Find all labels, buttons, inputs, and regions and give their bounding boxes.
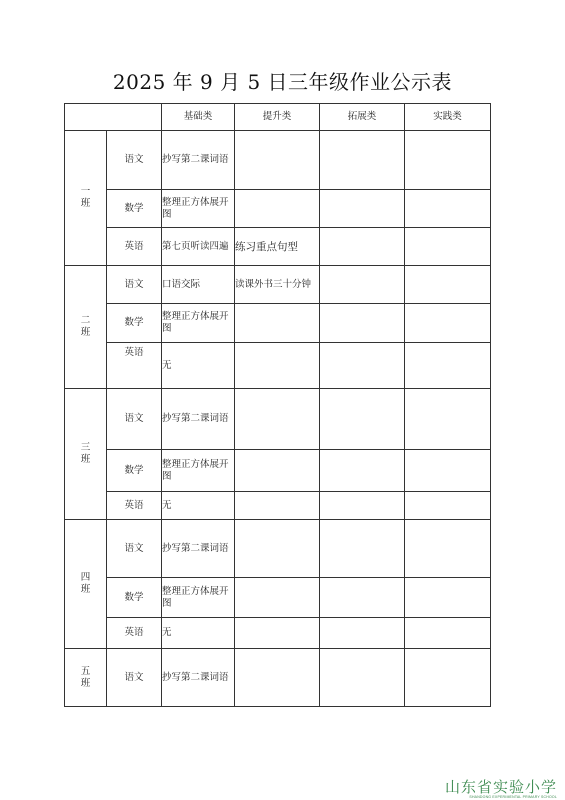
table-row [65,131,491,190]
advanced-cell [235,343,320,389]
basic-cell: 整理正方体展开图 [162,190,235,228]
homework-table [64,103,491,707]
table-row [65,578,491,618]
table-row [65,618,491,649]
practice-cell [405,649,491,707]
advanced-cell [235,618,320,649]
subject-cell: 英语 [107,492,162,520]
subject-cell: 语文 [107,131,162,190]
header-blank-cell [65,104,162,131]
advanced-cell [235,304,320,343]
basic-cell: 口语交际 [162,266,235,304]
header-advanced: 提升类 [235,104,320,131]
practice-cell [405,618,491,649]
subject-cell: 语文 [107,266,162,304]
practice-cell [405,190,491,228]
subject-cell: 数学 [107,304,162,343]
class-4-cell [65,520,107,649]
page-title: 2025 年 9 月 5 日三年级作业公示表 [112,70,453,94]
practice-cell [405,343,491,389]
advanced-cell [235,450,320,492]
basic-cell: 无 [162,343,235,389]
subject-cell: 英语 [107,618,162,649]
practice-cell [405,266,491,304]
class-3-cell [65,389,107,520]
practice-cell [405,228,491,266]
table-row [65,450,491,492]
subject-cell: 英语 [107,343,162,389]
advanced-cell: 读课外书三十分钟 [235,266,320,304]
header-basic: 基础类 [162,104,235,131]
class-name: 二 [80,315,91,326]
practice-cell [405,389,491,450]
subject-cell: 数学 [107,578,162,618]
basic-cell: 抄写第二课词语 [162,649,235,707]
extended-cell [320,450,405,492]
extended-cell [320,492,405,520]
table-row [65,389,491,450]
advanced-cell [235,492,320,520]
extended-cell [320,649,405,707]
table-row [65,228,491,266]
class-1-cell [65,131,107,266]
table-row [65,190,491,228]
practice-cell [405,450,491,492]
basic-cell: 整理正方体展开图 [162,578,235,618]
practice-cell [405,131,491,190]
basic-cell: 抄写第二课词语 [162,131,235,190]
advanced-cell [235,649,320,707]
extended-cell [320,266,405,304]
basic-cell: 第七页听读四遍 [162,228,235,266]
table-row [65,520,491,578]
subject-cell: 语文 [107,520,162,578]
subject-cell: 数学 [107,450,162,492]
extended-cell [320,618,405,649]
school-logo-english: SHANDONG EXPERIMENTAL PRIMARY SCHOOL [469,795,557,799]
school-logo [445,779,557,800]
basic-cell: 整理正方体展开图 [162,304,235,343]
table-row [65,304,491,343]
class-name: 五 [80,665,91,677]
table-row [65,343,491,389]
basic-cell: 无 [162,492,235,520]
extended-cell [320,304,405,343]
class-name-suffix: 班 [80,327,91,338]
practice-cell [405,304,491,343]
class-name: 四 [80,572,91,583]
school-logo-chinese: 山东省实验小学 [444,778,557,796]
extended-cell [320,228,405,266]
header-practice: 实践类 [405,104,491,131]
class-name-suffix: 班 [80,454,91,465]
class-name-suffix: 班 [80,677,91,689]
practice-cell [405,492,491,520]
subject-cell: 语文 [107,389,162,450]
class-2-cell [65,266,107,389]
advanced-cell: 练习重点句型 [235,228,320,266]
extended-cell [320,389,405,450]
extended-cell [320,190,405,228]
class-name-suffix: 班 [80,584,91,595]
class-name: 一 [80,186,91,197]
extended-cell [320,343,405,389]
practice-cell [405,520,491,578]
extended-cell [320,578,405,618]
basic-cell: 抄写第二课词语 [162,520,235,578]
basic-cell: 抄写第二课词语 [162,389,235,450]
advanced-cell [235,578,320,618]
class-5-cell [65,649,107,707]
class-name: 三 [80,442,91,453]
extended-cell [320,520,405,578]
header-row [65,104,491,131]
subject-cell: 数学 [107,190,162,228]
practice-cell [405,578,491,618]
header-extended: 拓展类 [320,104,405,131]
basic-cell: 整理正方体展开图 [162,450,235,492]
table-row [65,649,491,707]
advanced-cell [235,131,320,190]
table-row [65,492,491,520]
extended-cell [320,131,405,190]
basic-cell: 无 [162,618,235,649]
class-name-suffix: 班 [80,198,91,209]
advanced-cell [235,190,320,228]
subject-cell: 英语 [107,228,162,266]
advanced-cell [235,520,320,578]
advanced-cell [235,389,320,450]
table-row [65,266,491,304]
subject-cell: 语文 [107,649,162,707]
